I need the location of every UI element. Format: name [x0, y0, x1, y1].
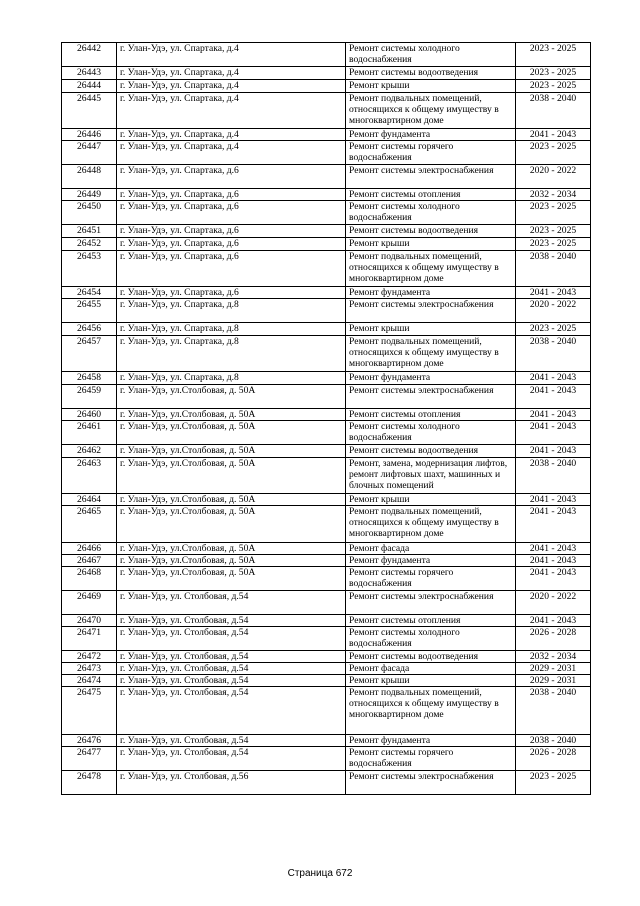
cell-address: г. Улан-Удэ, ул. Спартака, д.4 — [117, 129, 346, 141]
cell-address: г. Улан-Удэ, ул. Столбовая, д.54 — [117, 615, 346, 627]
cell-period: 2041 - 2043 — [516, 543, 591, 555]
cell-work-type: Ремонт системы электроснабжения — [346, 591, 516, 615]
table-row — [62, 494, 591, 506]
cell-period: 2020 - 2022 — [516, 591, 591, 615]
table-row — [62, 663, 591, 675]
table-row — [62, 687, 591, 735]
table-row — [62, 421, 591, 445]
cell-period: 2023 - 2025 — [516, 141, 591, 165]
cell-work-type: Ремонт подвальных помещений, относящихся к общему имуществу в многоквартирном доме — [346, 251, 516, 287]
cell-address: г. Улан-Удэ, ул.Столбовая, д. 50А — [117, 458, 346, 494]
cell-work-type: Ремонт системы отопления — [346, 409, 516, 421]
cell-period: 2041 - 2043 — [516, 421, 591, 445]
cell-work-type: Ремонт системы горячего водоснабжения — [346, 141, 516, 165]
cell-address: г. Улан-Удэ, ул. Спартака, д.4 — [117, 93, 346, 129]
table-row — [62, 615, 591, 627]
cell-address: г. Улан-Удэ, ул. Спартака, д.6 — [117, 251, 346, 287]
cell-number: 26466 — [62, 543, 117, 555]
table-row — [62, 409, 591, 421]
cell-address: г. Улан-Удэ, ул.Столбовая, д. 50А — [117, 555, 346, 567]
cell-address: г. Улан-Удэ, ул. Спартака, д.4 — [117, 141, 346, 165]
cell-period: 2032 - 2034 — [516, 651, 591, 663]
cell-number: 26448 — [62, 165, 117, 189]
cell-work-type: Ремонт фасада — [346, 663, 516, 675]
cell-number: 26469 — [62, 591, 117, 615]
cell-number: 26450 — [62, 201, 117, 225]
cell-period: 2041 - 2043 — [516, 506, 591, 543]
cell-period: 2032 - 2034 — [516, 189, 591, 201]
table-row — [62, 201, 591, 225]
cell-work-type: Ремонт системы электроснабжения — [346, 385, 516, 409]
cell-work-type: Ремонт системы отопления — [346, 189, 516, 201]
cell-address: г. Улан-Удэ, ул.Столбовая, д. 50А — [117, 494, 346, 506]
cell-address: г. Улан-Удэ, ул.Столбовая, д. 50А — [117, 567, 346, 591]
cell-number: 26476 — [62, 735, 117, 747]
cell-number: 26442 — [62, 43, 117, 67]
cell-period: 2041 - 2043 — [516, 494, 591, 506]
cell-work-type: Ремонт фундамента — [346, 372, 516, 385]
cell-number: 26462 — [62, 445, 117, 458]
table-row — [62, 43, 591, 67]
table-row — [62, 627, 591, 651]
cell-period: 2023 - 2025 — [516, 43, 591, 67]
cell-work-type: Ремонт системы холодного водоснабжения — [346, 201, 516, 225]
cell-number: 26463 — [62, 458, 117, 494]
cell-work-type: Ремонт системы отопления — [346, 615, 516, 627]
table-row — [62, 543, 591, 555]
cell-number: 26475 — [62, 687, 117, 735]
table-row — [62, 458, 591, 494]
cell-period: 2038 - 2040 — [516, 336, 591, 372]
cell-period: 2041 - 2043 — [516, 567, 591, 591]
cell-address: г. Улан-Удэ, ул. Спартака, д.6 — [117, 189, 346, 201]
cell-period: 2041 - 2043 — [516, 445, 591, 458]
table-row — [62, 299, 591, 323]
cell-address: г. Улан-Удэ, ул. Спартака, д.6 — [117, 225, 346, 238]
cell-period: 2038 - 2040 — [516, 251, 591, 287]
cell-number: 26446 — [62, 129, 117, 141]
cell-period: 2023 - 2025 — [516, 67, 591, 80]
cell-address: г. Улан-Удэ, ул.Столбовая, д. 50А — [117, 543, 346, 555]
cell-address: г. Улан-Удэ, ул. Спартака, д.6 — [117, 201, 346, 225]
cell-period: 2020 - 2022 — [516, 299, 591, 323]
cell-number: 26459 — [62, 385, 117, 409]
cell-number: 26460 — [62, 409, 117, 421]
cell-work-type: Ремонт, замена, модернизация лифтов, ремонт лифтовых шахт, машинных и блочных помещений — [346, 458, 516, 494]
cell-work-type: Ремонт фасада — [346, 543, 516, 555]
cell-period: 2029 - 2031 — [516, 675, 591, 687]
cell-work-type: Ремонт подвальных помещений, относящихся к общему имуществу в многоквартирном доме — [346, 506, 516, 543]
table-row — [62, 591, 591, 615]
cell-number: 26477 — [62, 747, 117, 771]
cell-address: г. Улан-Удэ, ул. Спартака, д.4 — [117, 67, 346, 80]
cell-number: 26449 — [62, 189, 117, 201]
cell-number: 26451 — [62, 225, 117, 238]
table-row — [62, 445, 591, 458]
cell-period: 2038 - 2040 — [516, 93, 591, 129]
cell-number: 26473 — [62, 663, 117, 675]
cell-address: г. Улан-Удэ, ул. Спартака, д.8 — [117, 323, 346, 336]
cell-address: г. Улан-Удэ, ул. Столбовая, д.54 — [117, 747, 346, 771]
cell-number: 26471 — [62, 627, 117, 651]
cell-number: 26478 — [62, 771, 117, 795]
cell-address: г. Улан-Удэ, ул. Столбовая, д.56 — [117, 771, 346, 795]
table-row — [62, 336, 591, 372]
cell-work-type: Ремонт системы водоотведения — [346, 225, 516, 238]
table-row — [62, 189, 591, 201]
cell-period: 2041 - 2043 — [516, 287, 591, 299]
cell-address: г. Улан-Удэ, ул.Столбовая, д. 50А — [117, 421, 346, 445]
cell-number: 26472 — [62, 651, 117, 663]
cell-work-type: Ремонт системы электроснабжения — [346, 165, 516, 189]
cell-work-type: Ремонт фундамента — [346, 555, 516, 567]
cell-number: 26458 — [62, 372, 117, 385]
cell-address: г. Улан-Удэ, ул. Столбовая, д.54 — [117, 591, 346, 615]
table-row — [62, 506, 591, 543]
table-row — [62, 251, 591, 287]
cell-number: 26467 — [62, 555, 117, 567]
cell-work-type: Ремонт системы холодного водоснабжения — [346, 43, 516, 67]
cell-period: 2023 - 2025 — [516, 771, 591, 795]
cell-address: г. Улан-Удэ, ул.Столбовая, д. 50А — [117, 506, 346, 543]
cell-period: 2041 - 2043 — [516, 385, 591, 409]
works-table-body — [62, 43, 591, 795]
cell-period: 2029 - 2031 — [516, 663, 591, 675]
cell-period: 2026 - 2028 — [516, 747, 591, 771]
cell-address: г. Улан-Удэ, ул. Спартака, д.6 — [117, 238, 346, 251]
table-row — [62, 287, 591, 299]
cell-address: г. Улан-Удэ, ул. Спартака, д.6 — [117, 165, 346, 189]
cell-work-type: Ремонт системы холодного водоснабжения — [346, 627, 516, 651]
cell-address: г. Улан-Удэ, ул.Столбовая, д. 50А — [117, 409, 346, 421]
cell-period: 2041 - 2043 — [516, 615, 591, 627]
cell-address: г. Улан-Удэ, ул. Столбовая, д.54 — [117, 735, 346, 747]
cell-number: 26465 — [62, 506, 117, 543]
cell-period: 2041 - 2043 — [516, 555, 591, 567]
cell-work-type: Ремонт системы водоотведения — [346, 651, 516, 663]
cell-address: г. Улан-Удэ, ул. Столбовая, д.54 — [117, 627, 346, 651]
table-row — [62, 225, 591, 238]
cell-period: 2038 - 2040 — [516, 735, 591, 747]
cell-address: г. Улан-Удэ, ул. Спартака, д.6 — [117, 287, 346, 299]
cell-period: 2041 - 2043 — [516, 409, 591, 421]
cell-address: г. Улан-Удэ, ул. Спартака, д.8 — [117, 372, 346, 385]
table-row — [62, 372, 591, 385]
cell-period: 2020 - 2022 — [516, 165, 591, 189]
page-number: Страница 672 — [287, 868, 353, 879]
works-table — [61, 42, 591, 795]
cell-number: 26455 — [62, 299, 117, 323]
cell-period: 2023 - 2025 — [516, 225, 591, 238]
cell-period: 2023 - 2025 — [516, 201, 591, 225]
cell-address: г. Улан-Удэ, ул. Столбовая, д.54 — [117, 675, 346, 687]
cell-address: г. Улан-Удэ, ул. Столбовая, д.54 — [117, 663, 346, 675]
cell-period: 2023 - 2025 — [516, 80, 591, 93]
cell-number: 26474 — [62, 675, 117, 687]
cell-work-type: Ремонт системы водоотведения — [346, 445, 516, 458]
cell-work-type: Ремонт системы электроснабжения — [346, 771, 516, 795]
cell-address: г. Улан-Удэ, ул.Столбовая, д. 50А — [117, 385, 346, 409]
cell-work-type: Ремонт системы горячего водоснабжения — [346, 567, 516, 591]
table-row — [62, 651, 591, 663]
cell-work-type: Ремонт фундамента — [346, 735, 516, 747]
cell-number: 26453 — [62, 251, 117, 287]
cell-number: 26456 — [62, 323, 117, 336]
table-row — [62, 129, 591, 141]
table-row — [62, 80, 591, 93]
cell-number: 26470 — [62, 615, 117, 627]
cell-address: г. Улан-Удэ, ул. Спартака, д.4 — [117, 43, 346, 67]
table-row — [62, 238, 591, 251]
cell-work-type: Ремонт системы холодного водоснабжения — [346, 421, 516, 445]
cell-period: 2041 - 2043 — [516, 129, 591, 141]
table-row — [62, 93, 591, 129]
cell-address: г. Улан-Удэ, ул.Столбовая, д. 50А — [117, 445, 346, 458]
cell-number: 26461 — [62, 421, 117, 445]
table-row — [62, 555, 591, 567]
cell-work-type: Ремонт крыши — [346, 675, 516, 687]
cell-work-type: Ремонт системы горячего водоснабжения — [346, 747, 516, 771]
table-row — [62, 735, 591, 747]
cell-number: 26443 — [62, 67, 117, 80]
cell-period: 2026 - 2028 — [516, 627, 591, 651]
cell-address: г. Улан-Удэ, ул. Столбовая, д.54 — [117, 651, 346, 663]
cell-number: 26445 — [62, 93, 117, 129]
cell-address: г. Улан-Удэ, ул. Столбовая, д.54 — [117, 687, 346, 735]
cell-work-type: Ремонт подвальных помещений, относящихся к общему имуществу в многоквартирном доме — [346, 93, 516, 129]
cell-period: 2038 - 2040 — [516, 458, 591, 494]
cell-work-type: Ремонт крыши — [346, 494, 516, 506]
cell-work-type: Ремонт крыши — [346, 80, 516, 93]
cell-number: 26452 — [62, 238, 117, 251]
cell-number: 26468 — [62, 567, 117, 591]
cell-number: 26447 — [62, 141, 117, 165]
cell-period: 2023 - 2025 — [516, 323, 591, 336]
cell-work-type: Ремонт подвальных помещений, относящихся к общему имуществу в многоквартирном доме — [346, 336, 516, 372]
cell-work-type: Ремонт фундамента — [346, 129, 516, 141]
table-row — [62, 567, 591, 591]
cell-work-type: Ремонт системы водоотведения — [346, 67, 516, 80]
table-row — [62, 675, 591, 687]
table-row — [62, 141, 591, 165]
cell-number: 26454 — [62, 287, 117, 299]
table-row — [62, 385, 591, 409]
cell-period: 2041 - 2043 — [516, 372, 591, 385]
cell-address: г. Улан-Удэ, ул. Спартака, д.8 — [117, 336, 346, 372]
cell-work-type: Ремонт фундамента — [346, 287, 516, 299]
cell-number: 26444 — [62, 80, 117, 93]
cell-number: 26464 — [62, 494, 117, 506]
cell-number: 26457 — [62, 336, 117, 372]
table-row — [62, 67, 591, 80]
cell-work-type: Ремонт крыши — [346, 238, 516, 251]
cell-work-type: Ремонт крыши — [346, 323, 516, 336]
cell-address: г. Улан-Удэ, ул. Спартака, д.8 — [117, 299, 346, 323]
cell-period: 2038 - 2040 — [516, 687, 591, 735]
table-row — [62, 747, 591, 771]
cell-address: г. Улан-Удэ, ул. Спартака, д.4 — [117, 80, 346, 93]
table-row — [62, 323, 591, 336]
cell-work-type: Ремонт подвальных помещений, относящихся к общему имуществу в многоквартирном доме — [346, 687, 516, 735]
table-row — [62, 771, 591, 795]
cell-period: 2023 - 2025 — [516, 238, 591, 251]
table-row — [62, 165, 591, 189]
cell-work-type: Ремонт системы электроснабжения — [346, 299, 516, 323]
